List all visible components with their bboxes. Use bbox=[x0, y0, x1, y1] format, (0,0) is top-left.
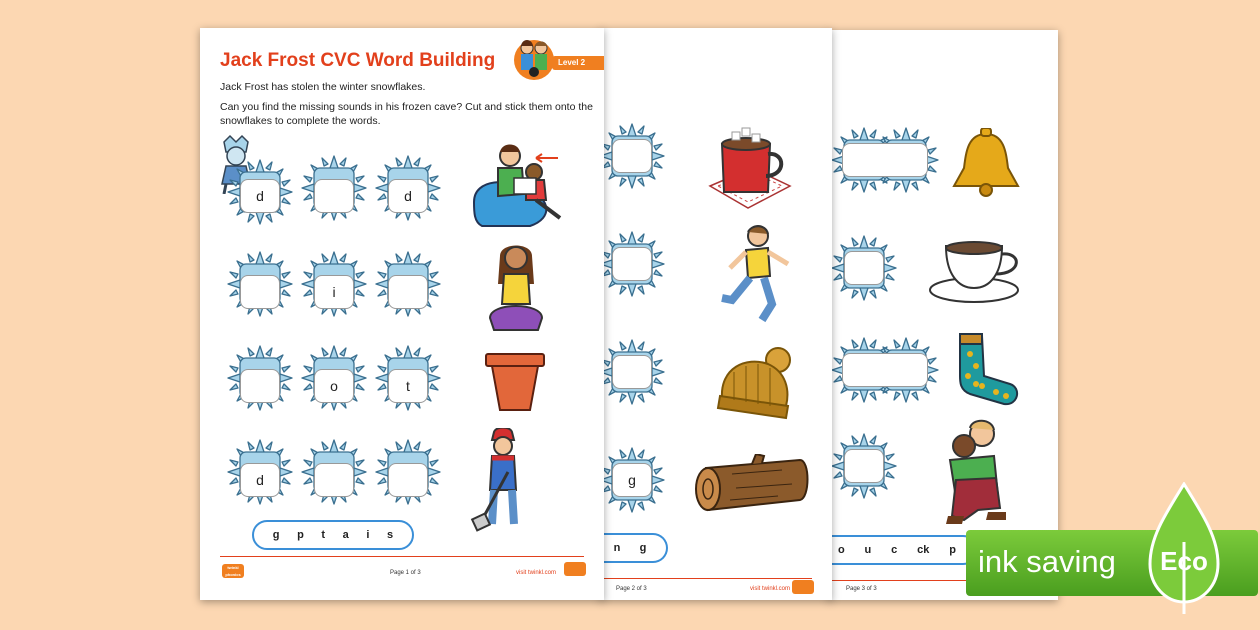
letter-tile[interactable]: ck bbox=[917, 544, 930, 556]
boy-digging-icon bbox=[468, 428, 540, 532]
answer-box-wide[interactable] bbox=[842, 143, 928, 177]
phonics-characters-icon bbox=[514, 34, 554, 80]
eco-label: Eco bbox=[1160, 546, 1208, 576]
page-title: Jack Frost CVC Word Building bbox=[220, 50, 496, 71]
answer-box[interactable] bbox=[388, 463, 428, 497]
hug-icon bbox=[938, 416, 1018, 528]
answer-box[interactable] bbox=[612, 139, 652, 173]
answer-box[interactable] bbox=[612, 247, 652, 281]
girl-sitting-icon bbox=[488, 240, 544, 336]
answer-box[interactable]: d bbox=[388, 179, 428, 213]
intro-text: Jack Frost has stolen the winter snowflakes. bbox=[220, 81, 426, 93]
twinkl-phonics-logo: twinkl phonics bbox=[222, 564, 244, 578]
letter-tile[interactable]: o bbox=[837, 544, 845, 556]
answer-box[interactable]: d bbox=[240, 179, 280, 213]
page-number: Page 3 of 3 bbox=[846, 586, 877, 592]
worksheet-page-2 bbox=[600, 28, 832, 600]
answer-box[interactable] bbox=[314, 463, 354, 497]
answer-box[interactable]: d bbox=[240, 463, 280, 497]
sock-icon bbox=[952, 332, 1022, 408]
worksheet-page-1 bbox=[200, 28, 604, 600]
hot-chocolate-mug-icon bbox=[708, 124, 792, 210]
letter-tile[interactable]: p bbox=[297, 529, 304, 541]
letter-bank bbox=[828, 535, 978, 565]
website-link[interactable]: visit twinkl.com bbox=[750, 586, 791, 592]
answer-box[interactable]: o bbox=[314, 369, 354, 403]
letter-tile[interactable]: u bbox=[864, 544, 872, 556]
answer-box-wide[interactable] bbox=[842, 353, 928, 387]
answer-box[interactable] bbox=[240, 275, 280, 309]
answer-box[interactable] bbox=[240, 369, 280, 403]
worksheet-page-3 bbox=[828, 30, 1058, 600]
answer-box[interactable]: t bbox=[388, 369, 428, 403]
letter-bank bbox=[600, 533, 668, 563]
answer-box[interactable] bbox=[314, 179, 354, 213]
answer-box[interactable] bbox=[844, 251, 884, 285]
answer-box[interactable] bbox=[612, 355, 652, 389]
letter-tile[interactable]: i bbox=[366, 529, 370, 541]
footer-line bbox=[220, 556, 584, 557]
letter-tile[interactable]: s bbox=[387, 529, 394, 541]
page-number: Page 1 of 3 bbox=[390, 570, 421, 576]
twinkl-logo bbox=[564, 562, 586, 576]
letter-tile[interactable]: g bbox=[272, 529, 280, 541]
answer-box[interactable] bbox=[844, 449, 884, 483]
letter-tile[interactable]: n bbox=[613, 542, 621, 554]
flower-pot-icon bbox=[484, 350, 546, 412]
footer-line bbox=[600, 578, 812, 579]
wooden-log-icon bbox=[692, 454, 810, 514]
running-boy-icon bbox=[716, 224, 792, 324]
woolly-hat-icon bbox=[716, 346, 796, 420]
dad-reading-icon bbox=[470, 138, 570, 230]
bell-icon bbox=[946, 128, 1026, 200]
page-number: Page 2 of 3 bbox=[616, 586, 647, 592]
instructions-text: Can you find the missing sounds in his frozen cave? Cut and stick them onto the snowflakes to complete the words. bbox=[220, 101, 593, 127]
letter-tile[interactable]: p bbox=[949, 544, 957, 556]
letter-tile[interactable]: a bbox=[342, 529, 349, 541]
letter-tile[interactable]: t bbox=[321, 529, 326, 541]
website-link[interactable]: visit twinkl.com bbox=[516, 570, 557, 576]
answer-box[interactable] bbox=[388, 275, 428, 309]
letter-tile[interactable]: c bbox=[891, 544, 898, 556]
letter-tile[interactable]: g bbox=[639, 542, 647, 554]
twinkl-logo bbox=[792, 580, 814, 594]
answer-box[interactable]: g bbox=[612, 463, 652, 497]
ink-saving-label: ink saving bbox=[978, 544, 1116, 579]
letter-bank bbox=[252, 520, 414, 550]
answer-box[interactable]: i bbox=[314, 275, 354, 309]
teacup-icon bbox=[928, 234, 1024, 306]
level-badge: Level 2 bbox=[552, 56, 604, 70]
